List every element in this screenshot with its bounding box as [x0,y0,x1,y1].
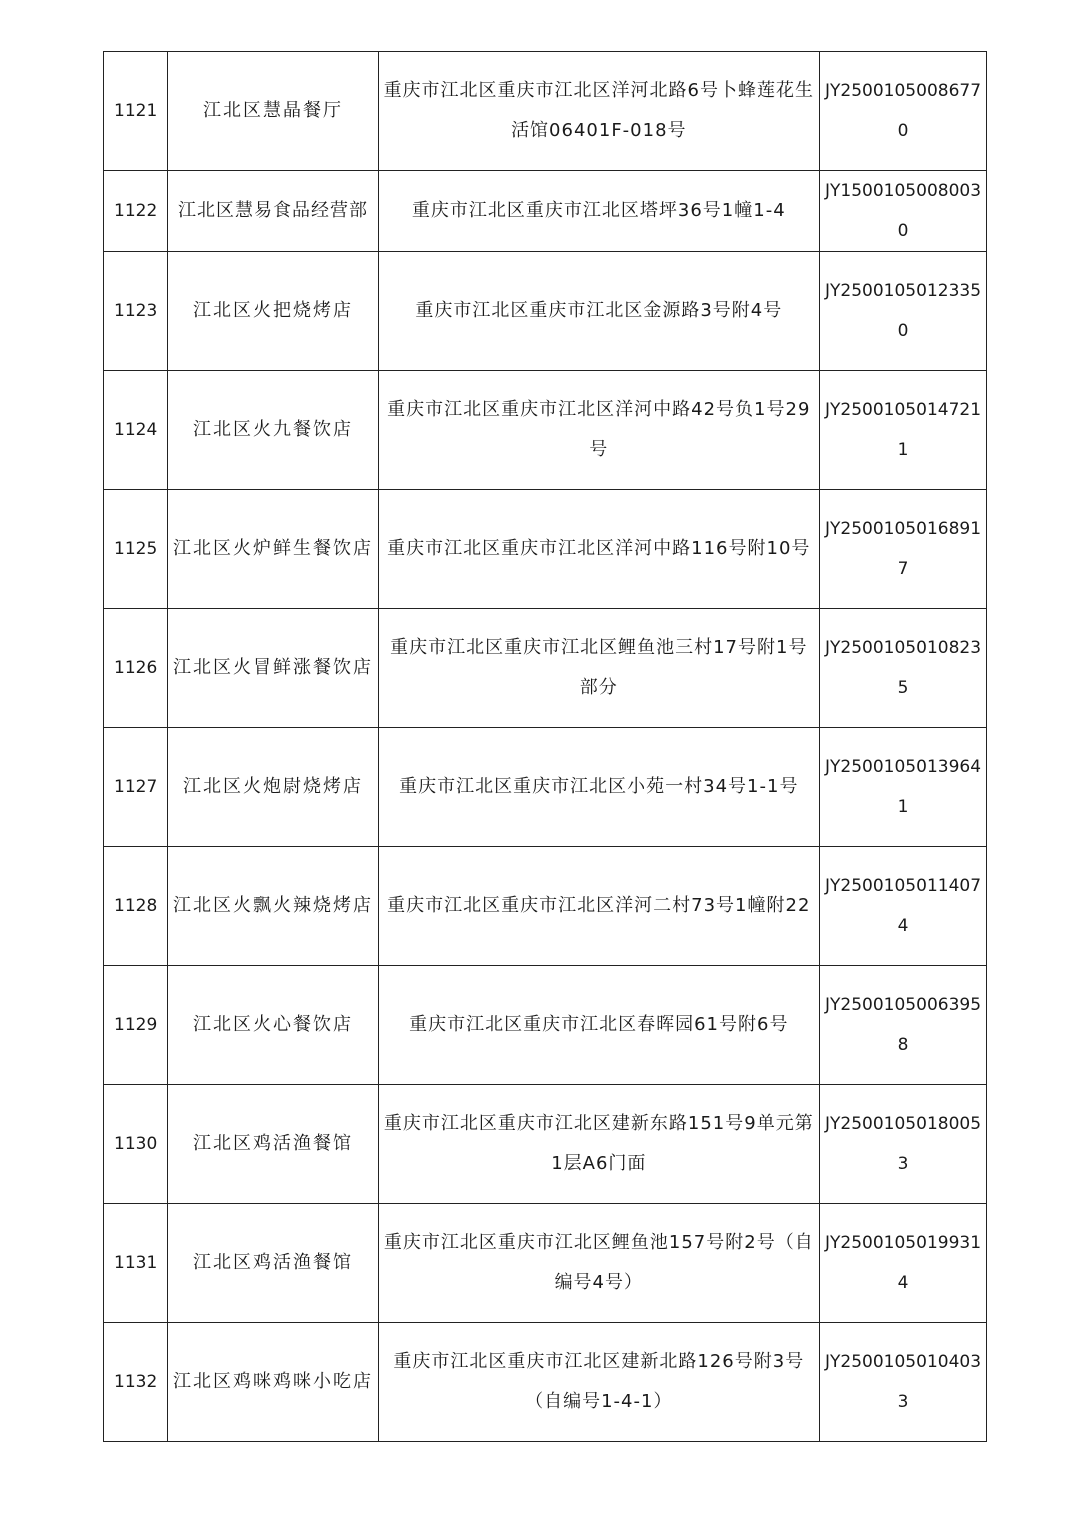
license-number: JY25001050104033 [820,1323,987,1442]
business-address: 重庆市江北区重庆市江北区金源路3号附4号 [378,252,820,371]
business-name: 江北区火炉鲜生餐饮店 [168,490,378,609]
row-number: 1123 [104,252,168,371]
business-name: 江北区火九餐饮店 [168,371,378,490]
table-row [104,1323,987,1442]
row-number: 1130 [104,1085,168,1204]
business-address: 重庆市江北区重庆市江北区小苑一村34号1-1号 [378,728,820,847]
table-row [104,171,987,252]
business-name: 江北区慧晶餐厅 [168,52,378,171]
row-number: 1131 [104,1204,168,1323]
license-number: JY25001050086770 [820,52,987,171]
license-number: JY25001050114074 [820,847,987,966]
table-row [104,728,987,847]
license-table [103,51,987,1442]
license-number: JY25001050168917 [820,490,987,609]
table-row [104,52,987,171]
business-address: 重庆市江北区重庆市江北区洋河北路6号卜蜂莲花生活馆06401F-018号 [378,52,820,171]
table-row [104,1085,987,1204]
business-name: 江北区火炮尉烧烤店 [168,728,378,847]
license-number: JY25001050139641 [820,728,987,847]
table-row [104,252,987,371]
table-row [104,609,987,728]
table-row [104,490,987,609]
business-address: 重庆市江北区重庆市江北区建新东路151号9单元第1层A6门面 [378,1085,820,1204]
license-number: JY25001050063958 [820,966,987,1085]
row-number: 1121 [104,52,168,171]
table-row [104,371,987,490]
row-number: 1124 [104,371,168,490]
row-number: 1126 [104,609,168,728]
business-name: 江北区鸡活渔餐馆 [168,1085,378,1204]
row-number: 1128 [104,847,168,966]
row-number: 1132 [104,1323,168,1442]
table-row [104,1204,987,1323]
business-address: 重庆市江北区重庆市江北区洋河二村73号1幢附22 [378,847,820,966]
business-address: 重庆市江北区重庆市江北区建新北路126号附3号（自编号1-4-1） [378,1323,820,1442]
table-row [104,847,987,966]
business-name: 江北区火飘火辣烧烤店 [168,847,378,966]
business-address: 重庆市江北区重庆市江北区春晖园61号附6号 [378,966,820,1085]
business-address: 重庆市江北区重庆市江北区塔坪36号1幢1-4 [378,171,820,252]
license-number: JY25001050147211 [820,371,987,490]
business-name: 江北区慧易食品经营部 [168,171,378,252]
row-number: 1129 [104,966,168,1085]
row-number: 1122 [104,171,168,252]
license-number: JY25001050108235 [820,609,987,728]
license-number: JY25001050199314 [820,1204,987,1323]
business-name: 江北区火把烧烤店 [168,252,378,371]
table-row [104,966,987,1085]
row-number: 1127 [104,728,168,847]
business-name: 江北区火心餐饮店 [168,966,378,1085]
license-number: JY25001050123350 [820,252,987,371]
business-address: 重庆市江北区重庆市江北区洋河中路116号附10号 [378,490,820,609]
license-table-container [103,51,987,1442]
license-number: JY15001050080030 [820,171,987,252]
license-number: JY25001050180053 [820,1085,987,1204]
business-address: 重庆市江北区重庆市江北区洋河中路42号负1号29号 [378,371,820,490]
business-address: 重庆市江北区重庆市江北区鲤鱼池157号附2号（自编号4号） [378,1204,820,1323]
business-address: 重庆市江北区重庆市江北区鲤鱼池三村17号附1号部分 [378,609,820,728]
business-name: 江北区鸡咪鸡咪小吃店 [168,1323,378,1442]
business-name: 江北区鸡活渔餐馆 [168,1204,378,1323]
row-number: 1125 [104,490,168,609]
business-name: 江北区火冒鲜涨餐饮店 [168,609,378,728]
